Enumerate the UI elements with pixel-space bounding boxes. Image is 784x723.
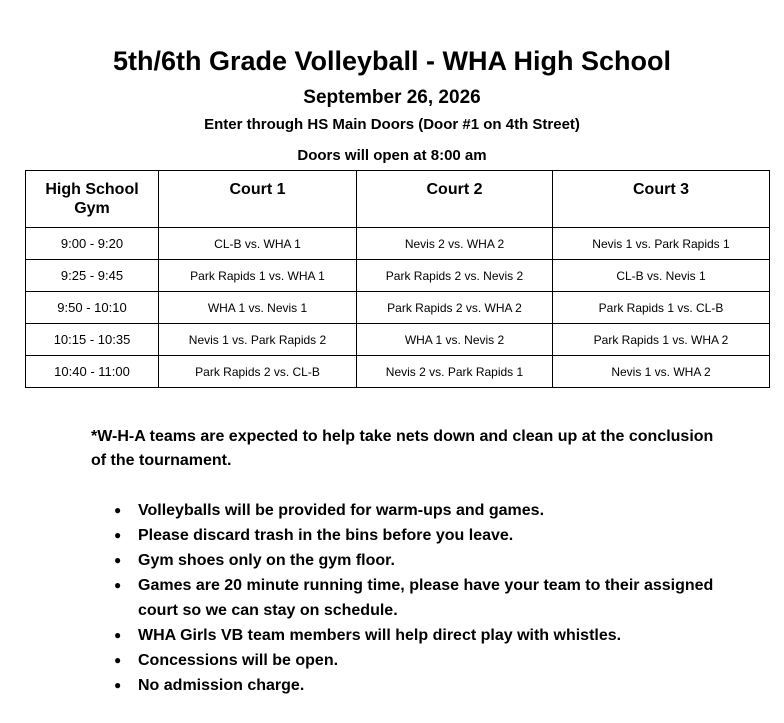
time-slot: 10:40 - 11:00 (26, 356, 159, 388)
page-title: 5th/6th Grade Volleyball - WHA High School (112, 46, 672, 76)
entry-instructions: Enter through HS Main Doors (Door #1 on 4th Street) (204, 116, 580, 133)
court-2-match: Nevis 2 vs. WHA 2 (357, 228, 553, 260)
court-2-match: Park Rapids 2 vs. WHA 2 (357, 292, 553, 324)
header-gym: High School Gym (26, 171, 159, 228)
rule-text: Games are 20 minute running time, please have your team to their assigned court so we can stay on schedule. (138, 577, 714, 619)
table-row (26, 356, 770, 388)
court-3-match: CL-B vs. Nevis 1 (553, 260, 770, 292)
bullet-icon: ● (114, 528, 122, 542)
court-2-match: Park Rapids 2 vs. Nevis 2 (357, 260, 553, 292)
bullet-icon: ● (114, 628, 122, 642)
court-3-match: Park Rapids 1 vs. CL-B (553, 292, 770, 324)
bullet-icon: ● (114, 678, 122, 692)
court-2-match: WHA 1 vs. Nevis 2 (357, 324, 553, 356)
table-row (26, 260, 770, 292)
time-slot: 9:00 - 9:20 (26, 228, 159, 260)
bullet-icon: ● (114, 553, 122, 567)
list-item (114, 498, 734, 523)
time-slot: 9:25 - 9:45 (26, 260, 159, 292)
time-slot: 10:15 - 10:35 (26, 324, 159, 356)
rule-text: Gym shoes only on the gym floor. (138, 552, 395, 569)
rule-text: Concessions will be open. (138, 652, 339, 669)
rule-text: Volleyballs will be provided for warm-ups and games. (138, 502, 545, 519)
bullet-icon: ● (114, 653, 122, 667)
list-item (114, 648, 734, 673)
table-row (26, 324, 770, 356)
schedule-table (25, 170, 770, 388)
doors-open-time: Doors will open at 8:00 am (297, 147, 487, 164)
schedule-header-row (26, 171, 770, 228)
list-item (114, 548, 734, 573)
court-1-match: WHA 1 vs. Nevis 1 (159, 292, 357, 324)
court-3-match: Nevis 1 vs. Park Rapids 1 (553, 228, 770, 260)
court-1-match: Park Rapids 2 vs. CL-B (159, 356, 357, 388)
cleanup-note: *W-H-A teams are expected to help take nets down and clean up at the conclusion of the tournament. (91, 428, 714, 469)
rule-text: Please discard trash in the bins before you leave. (138, 527, 514, 544)
court-3-match: Nevis 1 vs. WHA 2 (553, 356, 770, 388)
rule-text: WHA Girls VB team members will help direct play with whistles. (138, 627, 622, 644)
list-item (114, 523, 734, 548)
court-1-match: CL-B vs. WHA 1 (159, 228, 357, 260)
court-3-match: Park Rapids 1 vs. WHA 2 (553, 324, 770, 356)
header-court-2: Court 2 (357, 171, 553, 228)
header-court-1: Court 1 (159, 171, 357, 228)
bullet-icon: ● (114, 503, 122, 517)
header-court-3: Court 3 (553, 171, 770, 228)
court-1-match: Park Rapids 1 vs. WHA 1 (159, 260, 357, 292)
table-row (26, 228, 770, 260)
table-row (26, 292, 770, 324)
list-item (114, 673, 734, 698)
rules-list (114, 498, 734, 698)
bullet-icon: ● (114, 578, 122, 592)
time-slot: 9:50 - 10:10 (26, 292, 159, 324)
event-date: September 26, 2026 (303, 87, 481, 108)
list-item (114, 623, 734, 648)
court-2-match: Nevis 2 vs. Park Rapids 1 (357, 356, 553, 388)
list-item (114, 573, 734, 623)
rule-text: No admission charge. (138, 677, 305, 694)
court-1-match: Nevis 1 vs. Park Rapids 2 (159, 324, 357, 356)
